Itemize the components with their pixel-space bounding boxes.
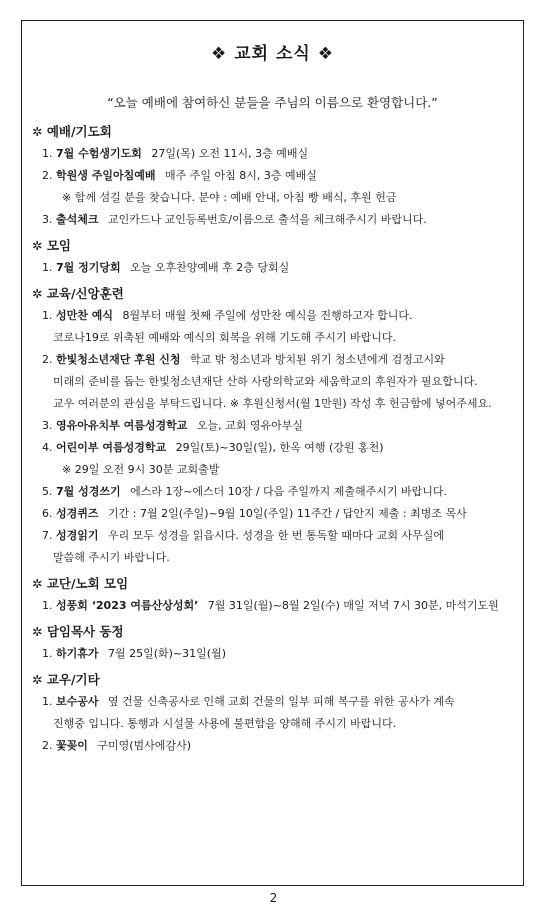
item-number: 7. — [42, 529, 53, 542]
item-continuation: 미래의 준비를 돕는 한빛청소년재단 산하 사랑의학교와 세움학교의 후원자가 필요합니다. — [53, 375, 478, 388]
list-item — [32, 595, 517, 617]
item-number: 1. — [42, 309, 53, 322]
item-text: 27일(목) 오전 11시, 3층 예배실 — [151, 147, 309, 160]
list-item — [32, 165, 517, 187]
item-keyword: 어린이부 여름성경학교 — [56, 441, 167, 454]
item-text: 매주 주일 아침 8시, 3층 예배실 — [164, 169, 317, 182]
item-text: 오늘, 교회 영유아부실 — [196, 419, 303, 432]
item-text: 우리 모두 성경을 읽읍시다. 성경을 한 번 통독할 때마다 교회 사무실에 — [108, 529, 445, 542]
item-continuation: 진행중 입니다. 통행과 시설물 사용에 불편함을 양해해 주시기 바랍니다. — [53, 717, 397, 730]
list-item — [32, 305, 517, 327]
item-continuation: 교우 여러분의 관심을 부탁드립니다. ※ 후원신청서(월 1만원) 작성 후 헌금함에 넣어주세요. — [53, 397, 492, 410]
list-item — [32, 691, 517, 713]
list-item — [32, 415, 517, 437]
item-number: 3. — [42, 213, 53, 226]
item-number: 2. — [42, 739, 53, 752]
item-text: 7월 25일(화)~31일(월) — [108, 647, 227, 660]
item-text: 교인카드나 교인등록번호/이름으로 출석을 체크해주시기 바랍니다. — [108, 213, 427, 226]
item-continuation: 말씀해 주시기 바랍니다. — [53, 551, 170, 564]
list-item — [32, 481, 517, 503]
item-number: 1. — [42, 647, 53, 660]
item-text: 오늘 오후찬양예배 후 2층 당회실 — [130, 261, 290, 274]
item-keyword: 7월 수험생기도회 — [56, 147, 142, 160]
section-title-pastor: ✲ 담임목사 동정 — [32, 624, 124, 639]
bulletin-frame — [21, 20, 524, 886]
item-text: 에스라 1장~에스더 10장 / 다음 주일까지 제출해주시기 바랍니다. — [130, 485, 448, 498]
list-item — [32, 643, 517, 665]
section-title-education: ✲ 교육/신앙훈련 — [32, 286, 124, 301]
list-item — [32, 735, 517, 757]
section-title-meeting: ✲ 모임 — [32, 238, 71, 253]
item-number: 1. — [42, 261, 53, 274]
list-item — [32, 143, 517, 165]
section-title-members: ✲ 교우/기타 — [32, 672, 100, 687]
section-title-worship: ✲ 예배/기도회 — [32, 124, 112, 139]
item-keyword: 성경퀴즈 — [56, 507, 99, 520]
item-number: 1. — [42, 147, 53, 160]
item-keyword: 7월 정기당회 — [56, 261, 121, 274]
item-keyword: 학원생 주일아침예배 — [56, 169, 156, 182]
item-keyword: 한빛청소년재단 후원 신청 — [56, 353, 181, 366]
item-number: 5. — [42, 485, 53, 498]
item-number: 2. — [42, 169, 53, 182]
item-number: 6. — [42, 507, 53, 520]
item-number: 3. — [42, 419, 53, 432]
item-keyword: 하기휴가 — [56, 647, 99, 660]
item-number: 1. — [42, 695, 53, 708]
item-text: 8월부터 매월 첫째 주일에 성만찬 예식을 진행하고자 합니다. — [122, 309, 413, 322]
item-text: 기간 : 7월 2일(주일)~9월 10일(주일) 11주간 / 답안지 제출 : 최병조 목사 — [108, 507, 467, 520]
item-number: 2. — [42, 353, 53, 366]
item-continuation: 코로나19로 위축된 예배와 예식의 회복을 위해 기도해 주시기 바랍니다. — [53, 331, 396, 344]
item-number: 1. — [42, 599, 53, 612]
item-note: ※ 29일 오전 9시 30분 교회출발 — [62, 463, 220, 476]
list-item — [32, 257, 517, 279]
item-note: ※ 함께 섬길 분을 찾습니다. 분야 : 예배 안내, 아침 빵 배식, 후원 헌금 — [62, 191, 397, 204]
welcome-message: “오늘 예배에 참여하신 분들을 주님의 이름으로 환영합니다.” — [107, 95, 438, 110]
section-title-denomination: ✲ 교단/노회 모임 — [32, 576, 129, 591]
item-keyword: 성풍회 ‘2023 여름산상성회’ — [56, 599, 199, 612]
list-item — [32, 349, 517, 371]
item-text: 29일(토)~30일(일), 한옥 여행 (강원 홍천) — [175, 441, 384, 454]
item-text: 학교 밖 청소년과 방치된 위기 청소년에게 검정고시와 — [190, 353, 445, 366]
item-keyword: 7월 성경쓰기 — [56, 485, 121, 498]
news-content — [32, 121, 517, 757]
page-title: ❖ 교회 소식 ❖ — [211, 44, 334, 64]
item-keyword: 보수공사 — [56, 695, 99, 708]
item-keyword: 성만찬 예식 — [56, 309, 113, 322]
item-keyword: 영유아유치부 여름성경학교 — [56, 419, 188, 432]
item-keyword: 출석체크 — [56, 213, 99, 226]
item-text: 옆 건물 신축공사로 인해 교회 건물의 일부 피해 복구를 위한 공사가 계속 — [108, 695, 455, 708]
item-number: 4. — [42, 441, 53, 454]
list-item — [32, 525, 517, 547]
list-item — [32, 503, 517, 525]
list-item — [32, 209, 517, 231]
item-keyword: 꽃꽂이 — [56, 739, 88, 752]
item-text: 7월 31일(월)~8월 2일(수) 매일 저녁 7시 30분, 마석기도원 — [207, 599, 499, 612]
item-keyword: 성경읽기 — [56, 529, 99, 542]
list-item — [32, 437, 517, 459]
item-text: 구미영(범사에감사) — [97, 739, 191, 752]
page-number: 2 — [269, 891, 278, 905]
